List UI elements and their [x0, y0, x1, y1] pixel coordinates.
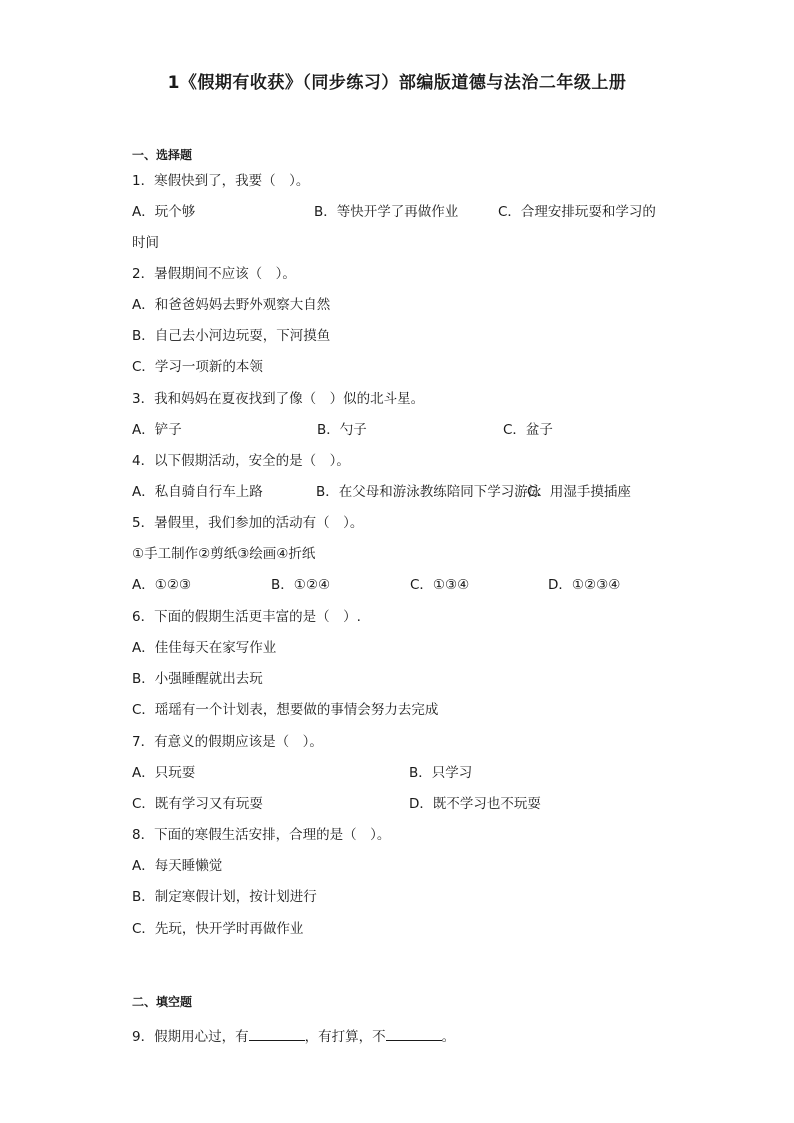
question-5-option-b: B．①②④	[271, 577, 331, 593]
question-8-option-c: C．先玩，快开学时再做作业	[132, 921, 304, 937]
question-3-option-c: C．盆子	[503, 422, 553, 438]
question-1-option-c-continued: 时间	[132, 235, 159, 251]
question-5-items: ①手工制作②剪纸③绘画④折纸	[132, 546, 316, 562]
section-heading-choice: 一、选择题	[132, 148, 193, 162]
question-5-stem: 5．暑假里，我们参加的活动有（ ）。	[132, 515, 364, 531]
question-9-blank-2[interactable]	[386, 1026, 442, 1041]
question-4-option-b: B．在父母和游泳教练陪同下学习游泳	[316, 484, 542, 500]
question-5-option-d: D．①②③④	[548, 577, 621, 593]
question-3-option-a: A．铲子	[132, 422, 182, 438]
question-3-stem: 3．我和妈妈在夏夜找到了像（ ）似的北斗星。	[132, 391, 425, 407]
page-title: 1《假期有收获》（同步练习）部编版道德与法治二年级上册	[167, 73, 627, 93]
question-4-stem: 4．以下假期活动，安全的是（ ）。	[132, 453, 350, 469]
question-6-option-b: B．小强睡醒就出去玩	[132, 671, 263, 687]
question-1-stem: 1．寒假快到了，我要（ ）。	[132, 173, 310, 189]
question-5-option-a: A．①②③	[132, 577, 192, 593]
question-6-option-a: A．佳佳每天在家写作业	[132, 640, 277, 656]
question-4-option-a: A．私自骑自行车上路	[132, 484, 263, 500]
question-2-option-a: A．和爸爸妈妈去野外观察大自然	[132, 297, 331, 313]
question-7-option-a: A．只玩耍	[132, 765, 196, 781]
question-7-option-b: B．只学习	[409, 765, 473, 781]
question-8-option-a: A．每天睡懒觉	[132, 858, 223, 874]
question-2-stem: 2．暑假期间不应该（ ）。	[132, 266, 296, 282]
question-1-option-b: B．等快开学了再做作业	[314, 204, 459, 220]
question-9	[132, 1026, 455, 1046]
question-1-option-a: A．玩个够	[132, 204, 196, 220]
question-7-option-c: C．既有学习又有玩耍	[132, 796, 263, 812]
question-8-option-b: B．制定寒假计划，按计划进行	[132, 889, 317, 905]
question-8-stem: 8．下面的寒假生活安排，合理的是（ ）。	[132, 827, 391, 843]
question-6-option-c: C．瑶瑶有一个计划表，想要做的事情会努力去完成	[132, 702, 439, 718]
question-9-blank-1[interactable]	[249, 1026, 305, 1041]
question-3-option-b: B．勺子	[317, 422, 367, 438]
question-9-part3: 。	[441, 1029, 456, 1045]
question-7-option-d: D．既不学习也不玩耍	[409, 796, 541, 812]
question-1-option-c: C．合理安排玩耍和学习的	[498, 204, 656, 220]
question-2-option-b: B．自己去小河边玩耍，下河摸鱼	[132, 328, 331, 344]
section-heading-fill: 二、填空题	[132, 995, 193, 1009]
question-9-part2: ，有打算，不	[304, 1029, 386, 1045]
question-5-option-c: C．①③④	[410, 577, 470, 593]
question-6-stem: 6．下面的假期生活更丰富的是（ ）.	[132, 609, 361, 625]
question-4-option-c: C．用湿手摸插座	[527, 484, 631, 500]
question-9-part1: 9．假期用心过，有	[132, 1029, 249, 1045]
question-7-stem: 7．有意义的假期应该是（ ）。	[132, 734, 323, 750]
question-2-option-c: C．学习一项新的本领	[132, 359, 263, 375]
